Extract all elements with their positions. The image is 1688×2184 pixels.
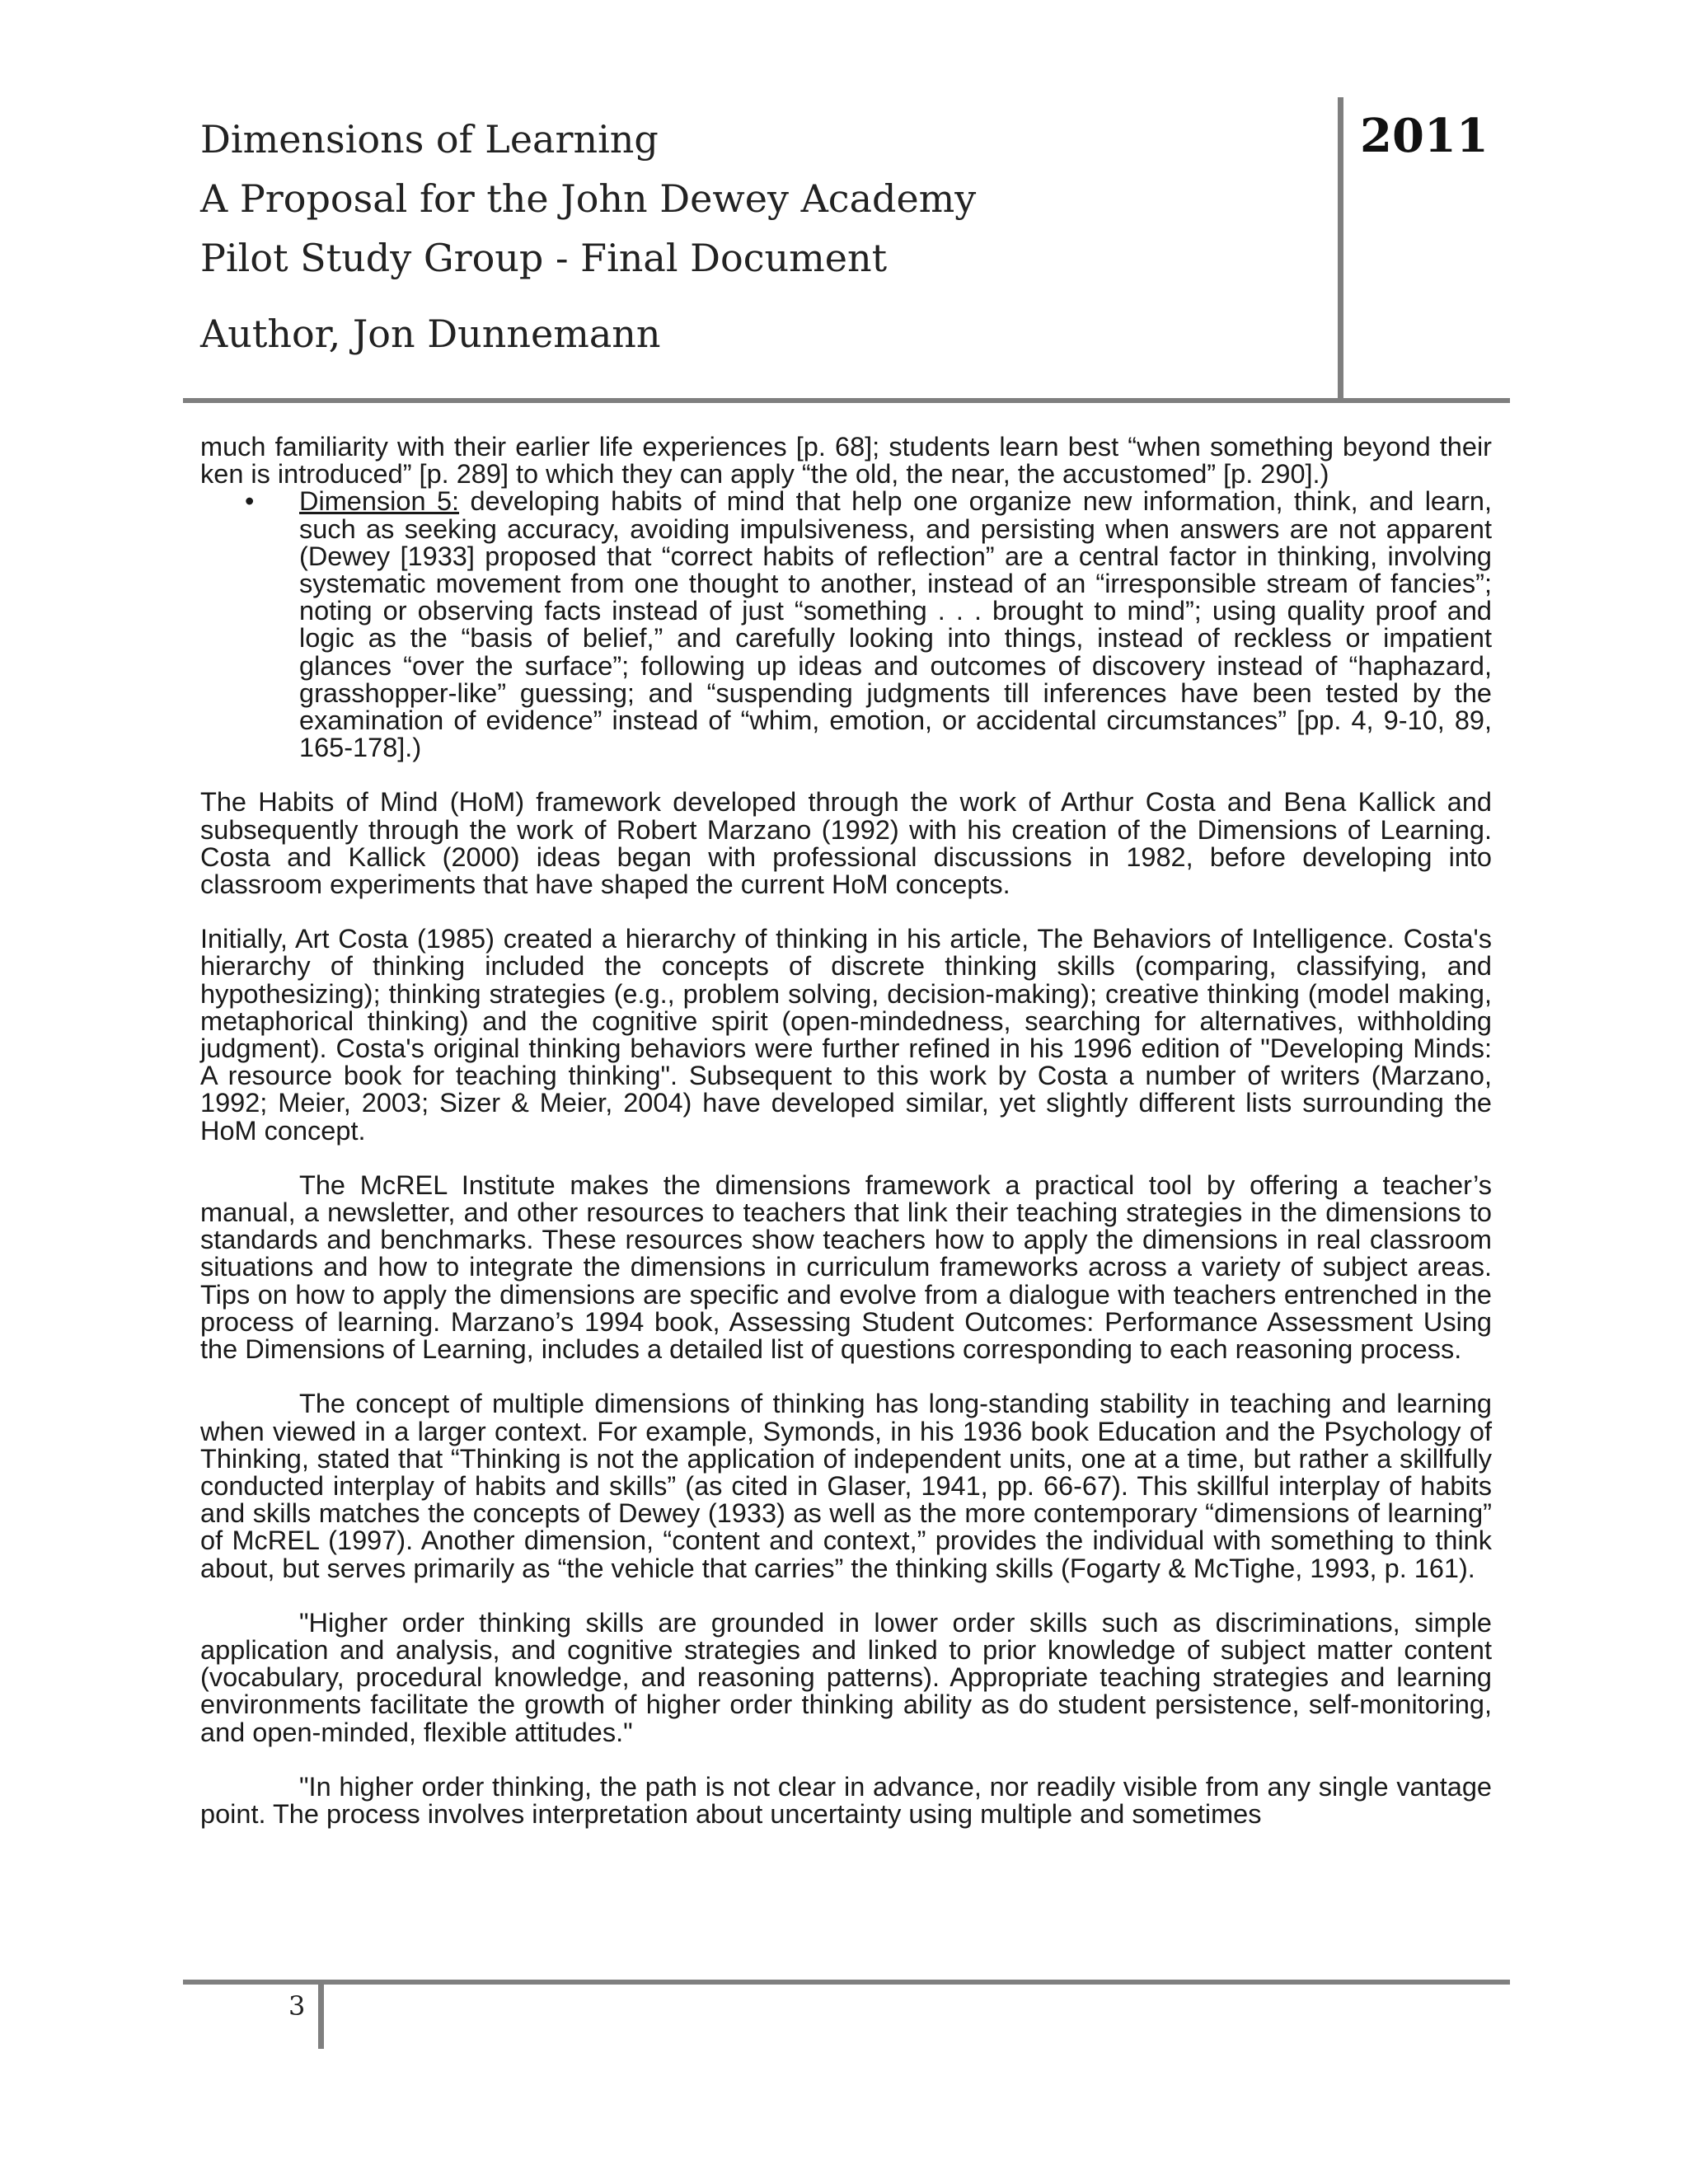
paragraph-multiple-dimensions: The concept of multiple dimensions of thinking has long-standing stability in teaching and learning when viewed in a larger context. For example, Symonds, in his 1936 book Education and the Psychology of Thinking, stated that “Thinking is not the application of independent units, one at a time, but rather a skillfully conducted interplay of habits and skills” (as cited in Glaser, 1941, pp. 66-67). This skillful interplay of habits and skills matches the concepts of Dewey (1933) as well as the more contemporary “dimensions of learning” of McREL (1997). Another dimension, “content and context,” provides the individual with something to think about, but serves primarily as “the vehicle that carries” the thinking skills (Fogarty & McTighe, 1993, p. 161). xyxy=(200,1389,1492,1583)
header-vertical-divider xyxy=(1338,97,1343,402)
footer-vertical-divider xyxy=(318,1981,324,2049)
quote-higher-order-skills: "Higher order thinking skills are grounded in lower order skills such as discriminations, simple application and analysis, and cognitive strategies and linked to prior knowledge of subject matter content (vocabulary, procedural knowledge, and reasoning patterns). Appropriate teaching strategies and learning environments facilitate the growth of higher order thinking ability as do student persistence, self-monitoring, and open-minded, flexible attitudes." xyxy=(200,1607,1492,1747)
paragraph-mcrel-institute: The McREL Institute makes the dimensions framework a practical tool by offering a teacher’s manual, a newsletter, and other resources to teachers that link their teaching strategies in the dimensions to standards and benchmarks. These resources show teachers how to apply the dimensions in real classroom situations and how to integrate the dimensions in curriculum frameworks across a variety of subject areas. Tips on how to apply the dimensions are specific and evolve from a dialogue with teachers entrenched in the process of learning. Marzano’s 1994 book, Assessing Student Outcomes: Performance Assessment Using the Dimensions of Learning, includes a detailed list of questions corresponding to each reasoning process. xyxy=(200,1169,1492,1365)
quote-higher-order-thinking: "In higher order thinking, the path is not clear in advance, nor readily visible from any single vantage point. The process involves interpretation about uncertainty using multiple and sometimes xyxy=(200,1771,1492,1829)
title-line-1: Dimensions of Learning xyxy=(200,117,659,162)
paragraph-costa-hierarchy: Initially, Art Costa (1985) created a hierarchy of thinking in his article, The Behaviors of Intelligence. Costa's hierarchy of thinking included the concepts of discrete thinking skills (comparing, classifying, and hypothesizing); thinking strategies (e.g., problem solving, decision-making); creative thinking (model making, metaphorical thinking) and the cognitive spirit (open-mindedness, searching for alternatives, withholding judgment). Costa's original thinking behaviors were further refined in his 1996 edition of "Developing Minds: A resource book for teaching thinking". Subsequent to this work by Costa a number of writers (Marzano, 1992; Meier, 2003; Sizer & Meier, 2004) have developed similar, yet slightly different lists surrounding the HoM concept. xyxy=(200,924,1492,1146)
title-line-3: Pilot Study Group - Final Document xyxy=(200,236,888,280)
paragraph-habits-of-mind: The Habits of Mind (HoM) framework developed through the work of Arthur Costa and Bena Kallick and subsequently through the work of Robert Marzano (1992) with his creation of the Dimensions of Learning. Costa and Kallick (2000) ideas began with professional discussions in 1982, before developing into classroom experiments that have shaped the current HoM concepts. xyxy=(200,787,1492,900)
header-horizontal-rule xyxy=(183,398,1510,403)
title-line-2: A Proposal for the John Dewey Academy xyxy=(200,176,977,221)
bullet-text: developing habits of mind that help one organize new information, think, and learn, such as seeking accuracy, avoiding impulsiveness, and persisting when answers are not apparent (Dewey [1933] proposed that “correct habits of reflection” are a central factor in thinking, involving systematic movement from one thought to another, instead of an “irresponsible stream of fancies”; noting or observing facts instead of just “something . . . brought to mind”; using quality proof and logic as the “basis of belief,” and carefully looking into things, instead of reckless or impatient glances “over the surface”; following up ideas and outcomes of discovery instead of “haphazard, grasshopper-like” guessing; and “suspending judgments till inferences have been tested by the examination of evidence” instead of “whim, emotion, or accidental circumstances” [pp. 4, 9-10, 89, 165-178].) xyxy=(299,486,1492,763)
author-line: Author, Jon Dunnemann xyxy=(200,312,661,356)
continued-paragraph: much familiarity with their earlier life experiences [p. 68]; students learn best “when something beyond their ken is introduced” [p. 289] to which they can apply “the old, the near, the accustomed” [p. 290].) xyxy=(200,432,1492,490)
bullet-label: Dimension 5: xyxy=(299,486,460,517)
document-title-block xyxy=(200,110,1321,288)
footer-horizontal-rule xyxy=(183,1980,1510,1985)
bullet-dimension-5 xyxy=(245,486,1492,763)
header-year: 2011 xyxy=(1360,109,1489,163)
body-text xyxy=(200,434,1492,1855)
bullet-glyph: • xyxy=(245,486,255,517)
page-number: 3 xyxy=(288,1990,306,2022)
